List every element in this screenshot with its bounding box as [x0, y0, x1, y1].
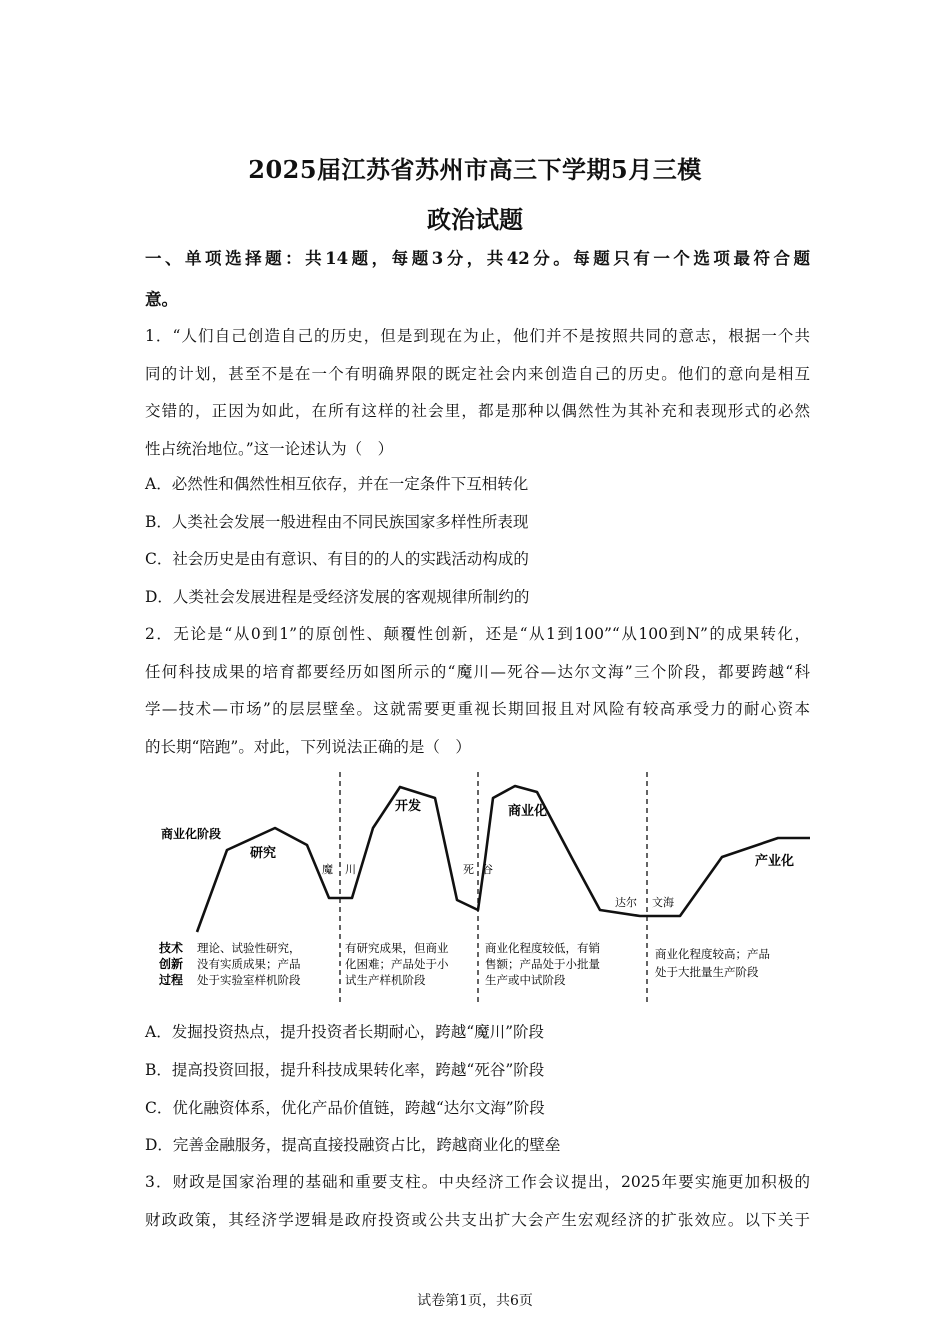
- valley-label: 魔: [322, 863, 333, 876]
- question-line: 学—技术—市场”的层层壁垒。这就需要更重视长期回报且对风险有较高承受力的耐心资本: [145, 700, 810, 718]
- question-2-stem: [145, 616, 810, 766]
- q1-option-b: B．人类社会发展一般进程由不同民族国家多样性所表现: [145, 513, 529, 531]
- question-line: 同的计划，甚至不是在一个有明确界限的既定社会内来创造自己的历史。他们的意向是相互: [145, 364, 810, 383]
- question-line: 3．财政是国家治理的基础和重要支柱。中央经济工作会议提出，2025年要实施更加积极的: [145, 1173, 810, 1191]
- question-1-stem: [145, 318, 810, 468]
- q2-option-b: B．提高投资回报，提升科技成果转化率，跨越“死谷”阶段: [145, 1061, 545, 1079]
- row-header: 创新: [159, 957, 184, 971]
- stage-description: 没有实质成果；产品: [197, 957, 301, 971]
- q1-option-c: C．社会历史是由有意识、有目的的人的实践活动构成的: [145, 550, 529, 568]
- stage-description: 化困难；产品处于小: [345, 957, 449, 971]
- q2-option-a: A．发掘投资热点，提升投资者长期耐心，跨越“魔川”阶段: [145, 1023, 545, 1041]
- q2-option-d: D．完善金融服务，提高直接投融资占比，跨越商业化的壁垒: [145, 1136, 561, 1154]
- valley-label: 川: [345, 863, 356, 876]
- question-line: 的长期“陪跑”。对此，下列说法正确的是（ ）: [145, 737, 471, 756]
- stage-description: 生产或中试阶段: [485, 973, 566, 987]
- stage-description: 处于实验室样机阶段: [197, 973, 301, 987]
- stage-label: 商业化: [508, 804, 548, 819]
- question-line: 1．“人们自己创造自己的历史，但是到现在为止，他们并不是按照共同的意志，根据一个共: [145, 327, 810, 345]
- section-heading-line: 意。: [145, 290, 178, 309]
- innovation-curve: [197, 786, 810, 932]
- question-line: 2．无论是“从0到1”的原创性、颠覆性创新，还是“从1到100”“从100到N”的成果转化，: [145, 625, 810, 643]
- q1-option-d: D．人类社会发展进程是受经济发展的客观规律所制约的: [145, 588, 530, 606]
- valley-label: 死: [463, 863, 474, 876]
- innovation-stages-diagram: [145, 770, 810, 1010]
- valley-label: 文海: [652, 896, 674, 909]
- question-line: 财政政策，其经济学逻辑是政府投资或公共支出扩大会产生宏观经济的扩张效应。以下关于: [145, 1210, 810, 1229]
- question-line: 任何科技成果的培育都要经历如图所示的“魔川—死谷—达尔文海”三个阶段，都要跨越“科: [145, 662, 810, 681]
- document-title: 2025届江苏省苏州市高三下学期5月三模: [248, 155, 702, 184]
- q1-option-a: A．必然性和偶然性相互依存，并在一定条件下互相转化: [145, 475, 529, 493]
- stage-label: 研究: [250, 846, 277, 861]
- section-heading-line: 一、单项选择题：共14题，每题3分，共42分。每题只有一个选项最符合题: [145, 249, 810, 268]
- stage-description: 售额；产品处于小批量: [485, 957, 600, 971]
- stage-label: 产业化: [755, 854, 795, 869]
- stage-description: 处于大批量生产阶段: [655, 965, 759, 979]
- valley-label: 谷: [482, 863, 493, 876]
- row-header: 技术: [159, 941, 184, 955]
- question-3-stem: [145, 1164, 810, 1239]
- stage-description: 理论、试验性研究，: [197, 941, 301, 955]
- stage-description: 有研究成果，但商业: [345, 941, 449, 955]
- question-line: 交错的，正因为如此，在所有这样的社会里，都是那种以偶然性为其补充和表现形式的必然: [145, 402, 810, 420]
- stage-description: 试生产样机阶段: [345, 973, 426, 987]
- stage-label: 商业化阶段: [161, 827, 222, 841]
- row-header: 过程: [159, 973, 184, 987]
- valley-label: 达尔: [615, 896, 637, 909]
- stage-description: 商业化程度较高；产品: [655, 947, 770, 961]
- stage-description: 商业化程度较低，有销: [485, 941, 600, 955]
- q2-option-c: C．优化融资体系，优化产品价值链，跨越“达尔文海”阶段: [145, 1099, 545, 1117]
- stage-label: 开发: [395, 799, 422, 814]
- question-line: 性占统治地位。”这一论述认为（ ）: [145, 439, 394, 458]
- page-footer: 试卷第1页，共6页: [417, 1293, 533, 1309]
- section-heading: [145, 240, 810, 278]
- document-subtitle: 政治试题: [427, 205, 523, 234]
